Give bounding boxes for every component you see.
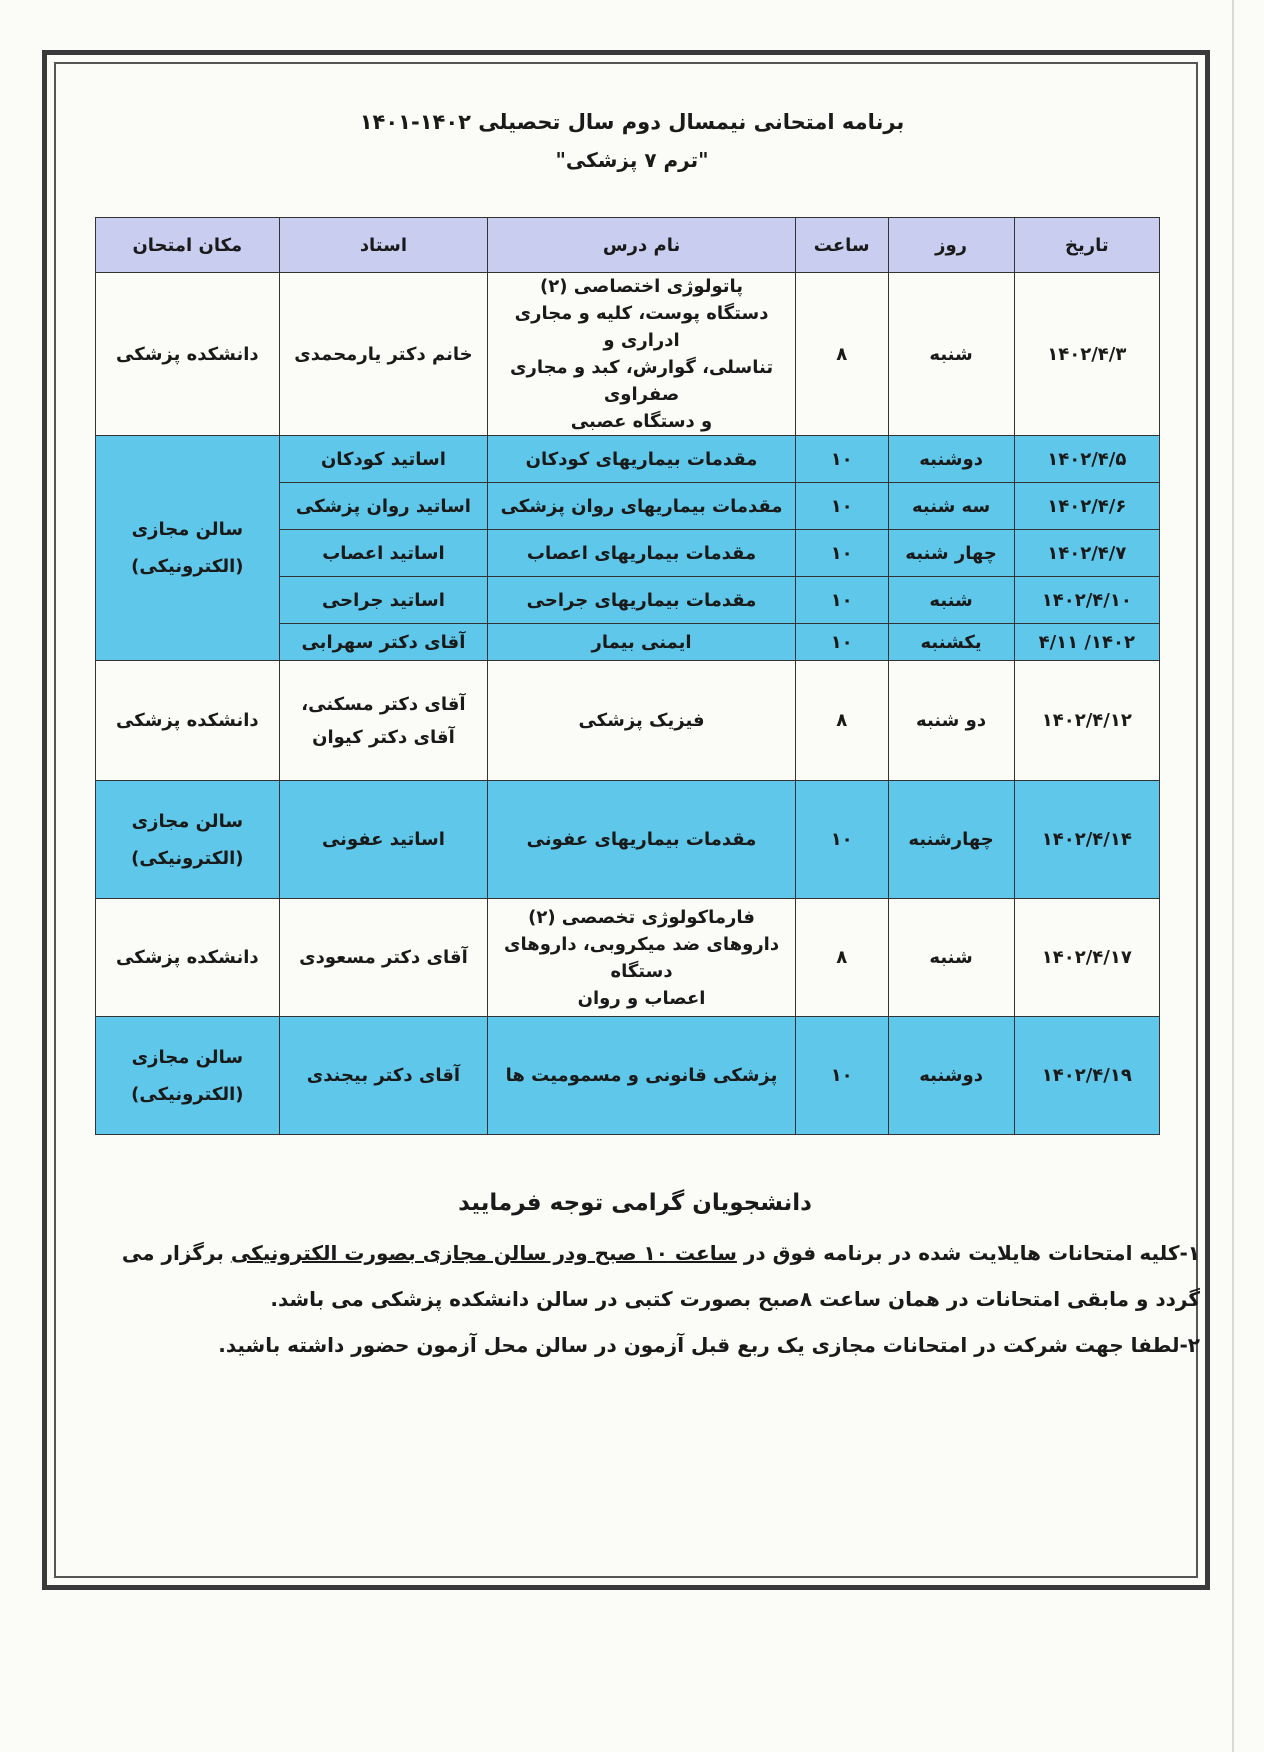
cell-course [488,899,796,1017]
note-1-part-2: برگزار می گردد و مابقی امتحانات در همان ساعت ۸صبح بصورت کتبی در سالن دانشکده پزشکی می باشد. [121,1241,1200,1311]
cell-location: دانشکده پزشکی [96,273,280,436]
note-1-part-1: ۱-کلیه امتحانات هایلایت شده در برنامه فوق در [736,1241,1200,1265]
cell-day: چهارشنبه [888,781,1014,899]
cell-date: ۱۴۰۲/۴/۷ [1014,530,1159,577]
table-row [96,273,1160,436]
cell-professor: اساتید اعصاب [279,530,488,577]
cell-location: دانشکده پزشکی [96,661,280,781]
note-1 [100,1230,1200,1322]
document-title: برنامه امتحانی نیمسال دوم سال تحصیلی ۱۴۰۲-۱۴۰۱ [359,110,905,134]
cell-date: ۱۴۰۲/۴/۱۷ [1014,899,1159,1017]
location-line: سالن مجازی [131,1046,244,1068]
cell-hour: ۱۰ [795,1017,888,1135]
table-row [96,1017,1160,1135]
cell-course [488,273,796,436]
location-line: سالن مجازی [131,810,244,832]
header-location: مکان امتحان [96,218,280,273]
header-course: نام درس [488,218,796,273]
professor-line: آقای دکتر مسکنی، [301,693,466,715]
cell-date: ۱۴۰۲/۴/۱۰ [1014,577,1159,624]
cell-course: مقدمات بیماریهای اعصاب [488,530,796,577]
header-day: روز [888,218,1014,273]
course-line: و دستگاه عصبی [570,411,713,432]
course-line: داروهای ضد میکروبی، داروهای دستگاه [503,933,780,982]
professor-line: آقای دکتر کیوان [312,726,455,748]
cell-date: ۱۴۰۲/ ۴/۱۱ [1014,624,1159,661]
cell-location [96,1017,280,1135]
table-row [96,436,1160,483]
cell-hour: ۱۰ [795,483,888,530]
cell-day: دوشنبه [888,436,1014,483]
location-line: (الکترونیکی) [131,556,244,577]
cell-course: ایمنی بیمار [488,624,796,661]
cell-hour: ۸ [795,899,888,1017]
cell-date: ۱۴۰۲/۴/۵ [1014,436,1159,483]
cell-date: ۱۴۰۲/۴/۱۲ [1014,661,1159,781]
cell-hour: ۸ [795,661,888,781]
course-line: فارماکولوژی تخصصی (۲) [528,906,755,928]
location-line: (الکترونیکی) [131,1083,244,1105]
location-line: سالن مجازی [131,519,244,540]
table-header-row [96,218,1160,273]
header-date: تاریخ [1014,218,1159,273]
table-row [96,781,1160,899]
cell-date: ۱۴۰۲/۴/۱۹ [1014,1017,1159,1135]
cell-professor: آقای دکتر سهرابی [279,624,488,661]
cell-course: فیزیک پزشکی [488,661,796,781]
header-hour: ساعت [795,218,888,273]
cell-hour: ۱۰ [795,624,888,661]
cell-location: دانشکده پزشکی [96,899,280,1017]
cell-date: ۱۴۰۲/۴/۳ [1014,273,1159,436]
cell-day: سه شنبه [888,483,1014,530]
course-line: تناسلی، گوارش، کبد و مجاری صفراوی [509,357,774,405]
table-row [96,661,1160,781]
header-professor: استاد [279,218,488,273]
cell-day: چهار شنبه [888,530,1014,577]
cell-professor: اساتید عفونی [279,781,488,899]
cell-date: ۱۴۰۲/۴/۶ [1014,483,1159,530]
cell-professor: اساتید جراحی [279,577,488,624]
cell-location-merged [96,436,280,661]
cell-day: شنبه [888,273,1014,436]
cell-day: شنبه [888,899,1014,1017]
cell-day: یکشنبه [888,624,1014,661]
scan-edge [1232,0,1234,1752]
note-1-underlined: ساعت ۱۰ صبح ودر سالن مجازی بصورت الکترونیکی [230,1241,737,1265]
course-line: دستگاه پوست، کلیه و مجاری ادراری و [514,303,769,351]
cell-course: مقدمات بیماریهای جراحی [488,577,796,624]
cell-professor: اساتید روان پزشکی [279,483,488,530]
table-row [96,899,1160,1017]
cell-professor: اساتید کودکان [279,436,488,483]
notes-section [100,1190,1200,1368]
cell-course: مقدمات بیماریهای روان پزشکی [488,483,796,530]
cell-day: دوشنبه [888,1017,1014,1135]
cell-day: شنبه [888,577,1014,624]
cell-professor: آقای دکتر مسعودی [279,899,488,1017]
cell-professor: آقای دکتر بیجندی [279,1017,488,1135]
course-line: پاتولوژی اختصاصی (۲) [539,276,744,297]
notes-heading: دانشجویان گرامی توجه فرمایید [458,1190,812,1216]
cell-hour: ۱۰ [795,530,888,577]
cell-day: دو شنبه [888,661,1014,781]
cell-hour: ۸ [795,273,888,436]
cell-professor: خانم دکتر یارمحمدی [279,273,488,436]
cell-hour: ۱۰ [795,781,888,899]
cell-date: ۱۴۰۲/۴/۱۴ [1014,781,1159,899]
cell-hour: ۱۰ [795,577,888,624]
document-subtitle: "ترم ۷ پزشکی" [555,148,709,172]
cell-course: مقدمات بیماریهای عفونی [488,781,796,899]
note-2: ۲-لطفا جهت شرکت در امتحانات مجازی یک ربع قبل آزمون در سالن محل آزمون حضور داشته باشید. [218,1333,1200,1357]
cell-professor [279,661,488,781]
course-line: اعصاب و روان [577,987,706,1009]
cell-hour: ۱۰ [795,436,888,483]
cell-course: پزشکی قانونی و مسمومیت ها [488,1017,796,1135]
location-line: (الکترونیکی) [131,847,244,869]
cell-course: مقدمات بیماریهای کودکان [488,436,796,483]
exam-schedule-table [95,217,1160,1135]
cell-location [96,781,280,899]
